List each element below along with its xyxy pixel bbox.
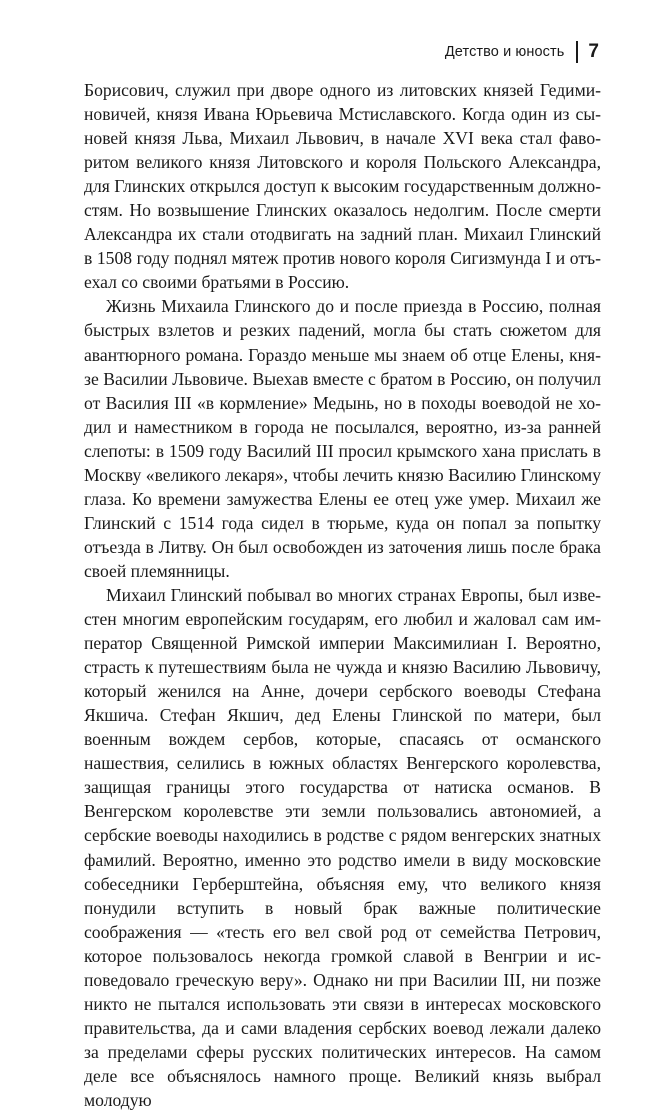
- paragraph: Жизнь Михаила Глинского до и после приезда в Россию, полная быстрых взлетов и резких падений, могла бы стать сюжетом для авантюрного романа. Гораздо меньше мы знаем об отце Елены, князе Василии Львовиче. Выехав вместе с братом в Россию, он получил от Василия III «в кормление» Медынь, но в походы воеводой не ходил и наместником в города не посылался, вероятно, из-за ранней слепоты: в 1509 году Василий III просил крымского хана прислать в Москву «великого лекаря», чтобы лечить князю Василию Глинскому глаза. Ко времени замужества Елены ее отец уже умер. Михаил же Глинский с 1514 года сидел в тюрьме, куда он попал за попытку отъезда в Литву. Он был освобожден из заточения лишь после брака своей племянницы.: [84, 296, 601, 581]
- page-number: 7: [588, 41, 599, 62]
- paragraph-continuation: Борисович, служил при дворе одного из литовских князей Гедиминовичей, князя Ивана Юрьевича Мстиславского. Когда один из сыновей князя Льва, Михаил Львович, в начале XVI века стал фаворитом великого князя Литовского и короля Польского Александра, для Глинских открылся доступ к высоким государственным должностям. Но возвышение Глинских оказалось недолгим. После смерти Александра их стали отодвигать на задний план. Михаил Глинский в 1508 году поднял мятеж против нового короля Сигизмунда I и отъехал со своими братьями в Россию.: [84, 80, 601, 293]
- running-head: [445, 40, 599, 64]
- running-title: Детство и юность: [444, 44, 565, 60]
- paragraph: Михаил Глинский побывал во многих странах Европы, был известен многим европейским государям, его любил и жаловал сам император Священной Римской империи Максимилиан I. Вероятно, страсть к путешествиям была не чужда и князю Василию Львовичу, который женился на Анне, дочери сербского воеводы Стефана Якшича. Стефан Якшич, дед Елены Глинской по матери, был военным вождем сербов, которые, спасаясь от османского нашествия, селились в южных областях Венгерского королевства, защищая границы этого государства от натиска османов. В Венгерском королевстве эти земли пользовались автономией, а сербские воеводы находились в родстве с рядом венгерских знатных фамилий. Вероятно, именно это родство имели в виду московские собеседники Герберштейна, объясняя ему, что великого князя понудили вступить в новый брак важные политические соображения — «тесть его вел свой род от семейства Петрович, которое пользовалось некогда громкой славой в Венгрии и исповедовало греческую веру». Однако ни при Василии III, ни позже никто не пытался использовать эти связи в интересах московского правительства, да и сами владения сербских воевод лежали далеко за пределами сферы русских политических интересов. На самом деле все объяснялось намного проще. Великий князь выбрал молодую: [84, 584, 601, 1110]
- body-text: [84, 78, 601, 1112]
- header-separator: [576, 41, 578, 63]
